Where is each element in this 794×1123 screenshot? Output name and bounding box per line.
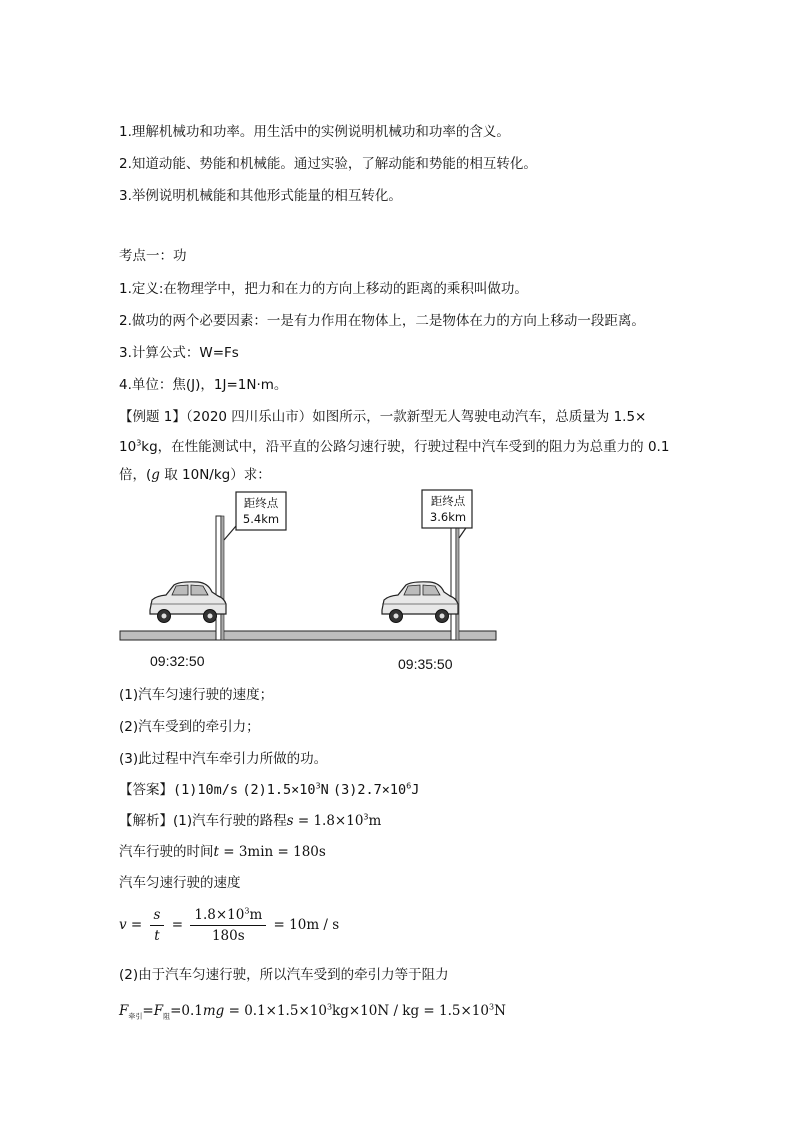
- topic-point-1: 1.定义:在物理学中，把力和在力的方向上移动的距离的乘积叫做功。: [119, 281, 528, 297]
- velocity-equation: v = $\frac{s}{t}$ = $\frac{1.8\times 10^3m}{180s}$ = 10m / s: [119, 906, 340, 944]
- analysis-tag: 【解析】: [119, 813, 173, 829]
- fraction-values: $\frac{1.8\times 10^3m}{180s}$: [190, 906, 266, 945]
- answer-line: 【答案】(1)10m/s $(2)1.5\times 10^3N$ $(3)2.7\times 10^6J$: [119, 781, 420, 798]
- sign-1-distance: 5.4km: [242, 512, 280, 526]
- example-line-1: [119, 407, 646, 427]
- example-source: （2020 四川乐山市）: [185, 409, 313, 425]
- sign-2-label: 距终点: [430, 494, 466, 508]
- answer-tag: 【答案】: [119, 782, 173, 798]
- example-line-2: $10^3kg$，在性能测试中，沿平直的公路匀速行驶，行驶过程中汽车受到的阻力为总重力的 0.1: [119, 438, 670, 455]
- distance-sign-1: [216, 492, 286, 640]
- road: [120, 631, 496, 640]
- analysis-line-3: 汽车匀速行驶的速度: [119, 875, 241, 891]
- force-equation: $F_{牵引}=F_阻=0.1mg = 0.1\times 1.5\times 10^3kg\times 10N$ / kg = $1.5\times 10^3N$: [119, 1002, 506, 1021]
- time-label-1: 09:32:50: [150, 653, 205, 669]
- question-2: (2)汽车受到的牵引力；: [119, 719, 260, 735]
- sign-1-label: 距终点: [243, 496, 279, 510]
- car-icon: [382, 582, 458, 623]
- analysis-line-5: (2)由于汽车匀速行驶，所以汽车受到的牵引力等于阻力: [119, 967, 449, 983]
- time-label-2: 09:35:50: [398, 656, 453, 672]
- fraction-s-over-t: $\frac{s}{t}$: [150, 906, 165, 945]
- example-line-3: 倍，(g 取 10N/kg）求：: [119, 467, 271, 483]
- analysis-line-1: 【解析】(1)汽车行驶的路程$s = 1.8\times 10^3m$: [119, 812, 382, 829]
- topic-point-3: 3.计算公式：W=Fs: [119, 345, 239, 361]
- objective-3: 3.举例说明机械能和其他形式能量的相互转化。: [119, 188, 402, 204]
- car-icon: [150, 582, 226, 623]
- objective-1: 1.理解机械功和功率。用生活中的实例说明机械功和功率的含义。: [119, 124, 510, 140]
- topic-point-4: 4.单位：焦(J)，1J=1N·m。: [119, 377, 288, 393]
- topic-title: 考点一：功: [119, 248, 187, 264]
- example-text-1: 如图所示，一款新型无人驾驶电动汽车，总质量为 1.5×: [312, 409, 647, 425]
- topic-point-2: 2.做功的两个必要因素：一是有力作用在物体上，二是物体在力的方向上移动一段距离。: [119, 313, 645, 329]
- objective-2: 2.知道动能、势能和机械能。通过实验，了解动能和势能的相互转化。: [119, 156, 537, 172]
- question-1: (1)汽车匀速行驶的速度；: [119, 687, 274, 703]
- question-3: (3)此过程中汽车牵引力所做的功。: [119, 751, 328, 767]
- analysis-line-2: 汽车行驶的时间t = 3min = 180s: [119, 844, 326, 860]
- sign-2-distance: 3.6km: [429, 510, 467, 524]
- road-figure: [118, 488, 503, 673]
- example-tag: 【例题 1】: [119, 409, 186, 425]
